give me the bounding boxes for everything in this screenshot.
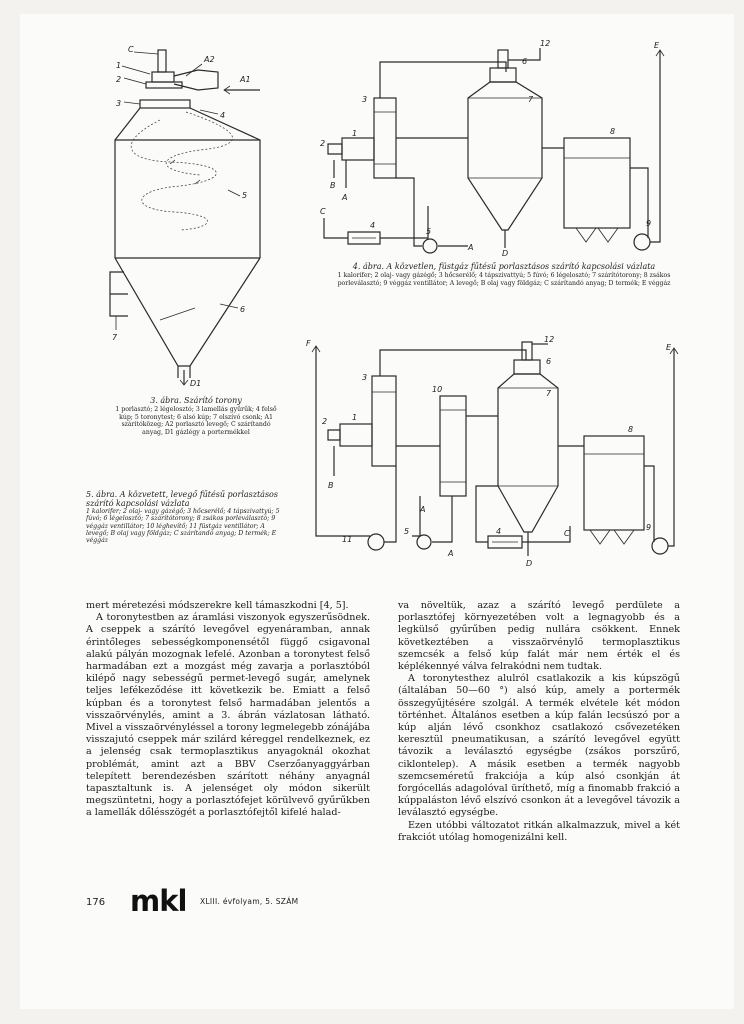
fig5-label-4: 4 xyxy=(496,527,502,536)
journal-logo: mkl xyxy=(130,884,187,918)
fig4-caption xyxy=(330,262,678,287)
fig3-label-1: 1 xyxy=(116,61,122,70)
fig4-label-e: E xyxy=(654,41,660,50)
fig3-label-a2: A2 xyxy=(204,55,215,64)
paragraph: A toronytestben az áramlási viszonyok egyszerűsödnek. A cseppek a szárító levegővel egyenáramban, annak érintőleges sebességkomponensétől függő csigavonal alakú pályán mozognak lefelé. Azonban a toronytest felső harmadában ezt a mozgást még zavarja a porlasztóból kilépő nagy sebességű permet-levegő sugár, amelynek teljes lefékeződése itt következik be. Emiatt a felső kúpban és a toronytest felső harmadában jelentős a visszaörvénylés, amint a 3. ábrán vázlatosan látható. Mivel a visszaörvényléssel a torony legmelegebb zónájába visszajutó cseppek már szilárd kéreggel rendelkeznek, ez a jelenség csak termoplasztikus anyagoknál okozhat problémát, amint azt a BBV Cserzőanyaggyárban telepített berendezésben szárított néhány anyagnál tapasztaltunk is. A jelenséget oly módon sikerült megszüntetni, hogy a porlasztófejet körülvevő gyűrűkben a lamellák dőlésszögét a porlasztófejtől kifelé halad- xyxy=(86,612,370,819)
fig4-label-5: 5 xyxy=(426,227,432,236)
fig5-label-2: 2 xyxy=(322,417,328,426)
fig5-label-d: D xyxy=(526,559,533,568)
fig3-label-2: 2 xyxy=(116,75,122,84)
fig4-label-4: 4 xyxy=(370,221,376,230)
fig3-label-d1: D1 xyxy=(190,379,202,388)
fig4-label-b: B xyxy=(330,181,336,190)
page-number: 176 xyxy=(86,897,106,908)
fig4-label-2: 2 xyxy=(320,139,326,148)
fig5-label-c: C xyxy=(564,529,570,538)
body-left-column xyxy=(86,600,370,820)
fig3-label-7: 7 xyxy=(112,333,118,342)
fig4-label-1: 1 xyxy=(352,129,358,138)
paragraph: va növeltük, azaz a szárító levegő perdülete a porlasztófej környezetében volt a legnagyobb és a legkülső gyűrűben pedig nullára csökkent. Ennek következtében a visszaörvénylő termoplasztikus szemcsék a felső kúp falát már nem érték el és képlékennyé válva felrakódni nem tudtak. xyxy=(398,600,680,673)
fig5-label-5: 5 xyxy=(404,527,410,536)
fig3-label-c: C xyxy=(128,45,134,54)
fig4-legend: 1 kalorifer; 2 olaj- vagy gázégő; 3 hőcserélő; 4 tápszivattyú; 5 fúvó; 6 légelosztó; 7 szárítótorony; 8 zsákos porleválasztó; 9 véggáz ventillátor; A levegő; B olaj vagy földgáz; C szárítandó anyag; D termék; E véggáz xyxy=(337,272,671,287)
paragraph: Ezen utóbbi változatot ritkán alkalmazzuk, mivel a két frakciót utólag homogenizálni kell. xyxy=(398,819,680,843)
fig4-label-c: C xyxy=(320,207,326,216)
fig4-label-7: 7 xyxy=(528,95,534,104)
fig3-title: 3. ábra. Szárító torony xyxy=(150,396,242,405)
figure-3-drying-tower xyxy=(100,40,280,390)
fig3-label-5: 5 xyxy=(242,191,248,200)
issue-info: XLIII. évfolyam, 5. SZÁM xyxy=(200,897,299,906)
fig5-label-11: 11 xyxy=(342,535,353,544)
body-right-column xyxy=(398,600,680,844)
fig5-legend: 1 kalorifer; 2 olaj- vagy gázégő; 3 hőcserélő; 4 tápszivattyú; 5 fúvó; 6 légelosztó; 7 szárítótorony; 8 zsákos porleválasztó; 9 véggáz ventillátor; 10 léghevítő; 11 füstgáz ventillátor; A levegő; B olaj vagy földgáz; C szárítandó anyag; D termék; E véggáz xyxy=(86,508,280,545)
fig3-label-4: 4 xyxy=(220,111,226,120)
fig5-label-b: B xyxy=(328,481,334,490)
fig5-label-a2: A xyxy=(448,549,454,558)
fig5-title: 5. ábra. A közvetett, levegő fűtésű porlasztásos szárító kapcsolási vázlata xyxy=(86,490,278,508)
fig5-label-12: 12 xyxy=(544,336,555,344)
fig4-label-d: D xyxy=(502,249,509,258)
fig5-label-3: 3 xyxy=(362,373,368,382)
fig4-label-3: 3 xyxy=(362,95,368,104)
figure-4-direct-dryer xyxy=(318,38,678,260)
fig4-label-a: A xyxy=(342,193,348,202)
fig5-label-f: F xyxy=(306,339,311,348)
fig3-label-3: 3 xyxy=(116,99,122,108)
fig5-label-7: 7 xyxy=(546,389,552,398)
fig5-label-8: 8 xyxy=(628,425,634,434)
fig5-caption xyxy=(86,490,282,544)
fig5-label-9: 9 xyxy=(646,523,652,532)
fig3-label-6: 6 xyxy=(240,305,246,314)
paragraph: A toronytesthez alulról csatlakozik a kis kúpszögű (általában 50—60 °) alsó kúp, amely a portermék összegyűjtésére szolgál. A termék elvétele két módon történhet. Általános esetben a kúp falán lecsúszó por a kúp alján lévő csonkhoz csatlakozó csővezetéken keresztül pneumatikusan, a szárító levegővel együtt távozik a leválasztó egységbe (zsákos porszűrő, ciklontelep). A másik esetben a termék nagyobb szemcseméretű frakciója a kúp alsó csonkján át forgócellás adagolóval üríthető, míg a finomabb frakció a kúppaláston lévő elszívó csonkon át a levegővel távozik a leválasztó egységbe. xyxy=(398,673,680,819)
fig4-label-a2: A xyxy=(468,243,474,252)
fig4-label-8: 8 xyxy=(610,127,616,136)
fig5-label-1: 1 xyxy=(352,413,358,422)
fig5-label-a: A xyxy=(420,505,426,514)
figure-5-indirect-dryer xyxy=(300,336,680,576)
fig3-caption xyxy=(112,396,280,436)
fig3-legend: 1 porlasztó; 2 légelosztó; 3 lamellás gyűrűk; 4 felső kúp; 5 toronytest; 6 alsó kúp; 7 elszívó csonk; A1 szárítóközeg; A2 porlasztó levegő; C szárítandó anyag, D1 gázlégy a portermékkel xyxy=(115,406,277,436)
fig5-label-e: E xyxy=(666,343,672,352)
fig4-label-6: 6 xyxy=(522,57,528,66)
paragraph: mert méretezési módszerekre kell támaszkodni [4, 5]. xyxy=(86,600,349,611)
fig5-label-10: 10 xyxy=(432,385,443,394)
fig4-label-9: 9 xyxy=(646,219,652,228)
fig4-label-12: 12 xyxy=(540,39,551,48)
fig5-label-6: 6 xyxy=(546,357,552,366)
fig4-title: 4. ábra. A közvetlen, füstgáz fűtésű porlasztásos szárító kapcsolási vázlata xyxy=(352,262,656,271)
fig3-label-a1: A1 xyxy=(240,75,251,84)
